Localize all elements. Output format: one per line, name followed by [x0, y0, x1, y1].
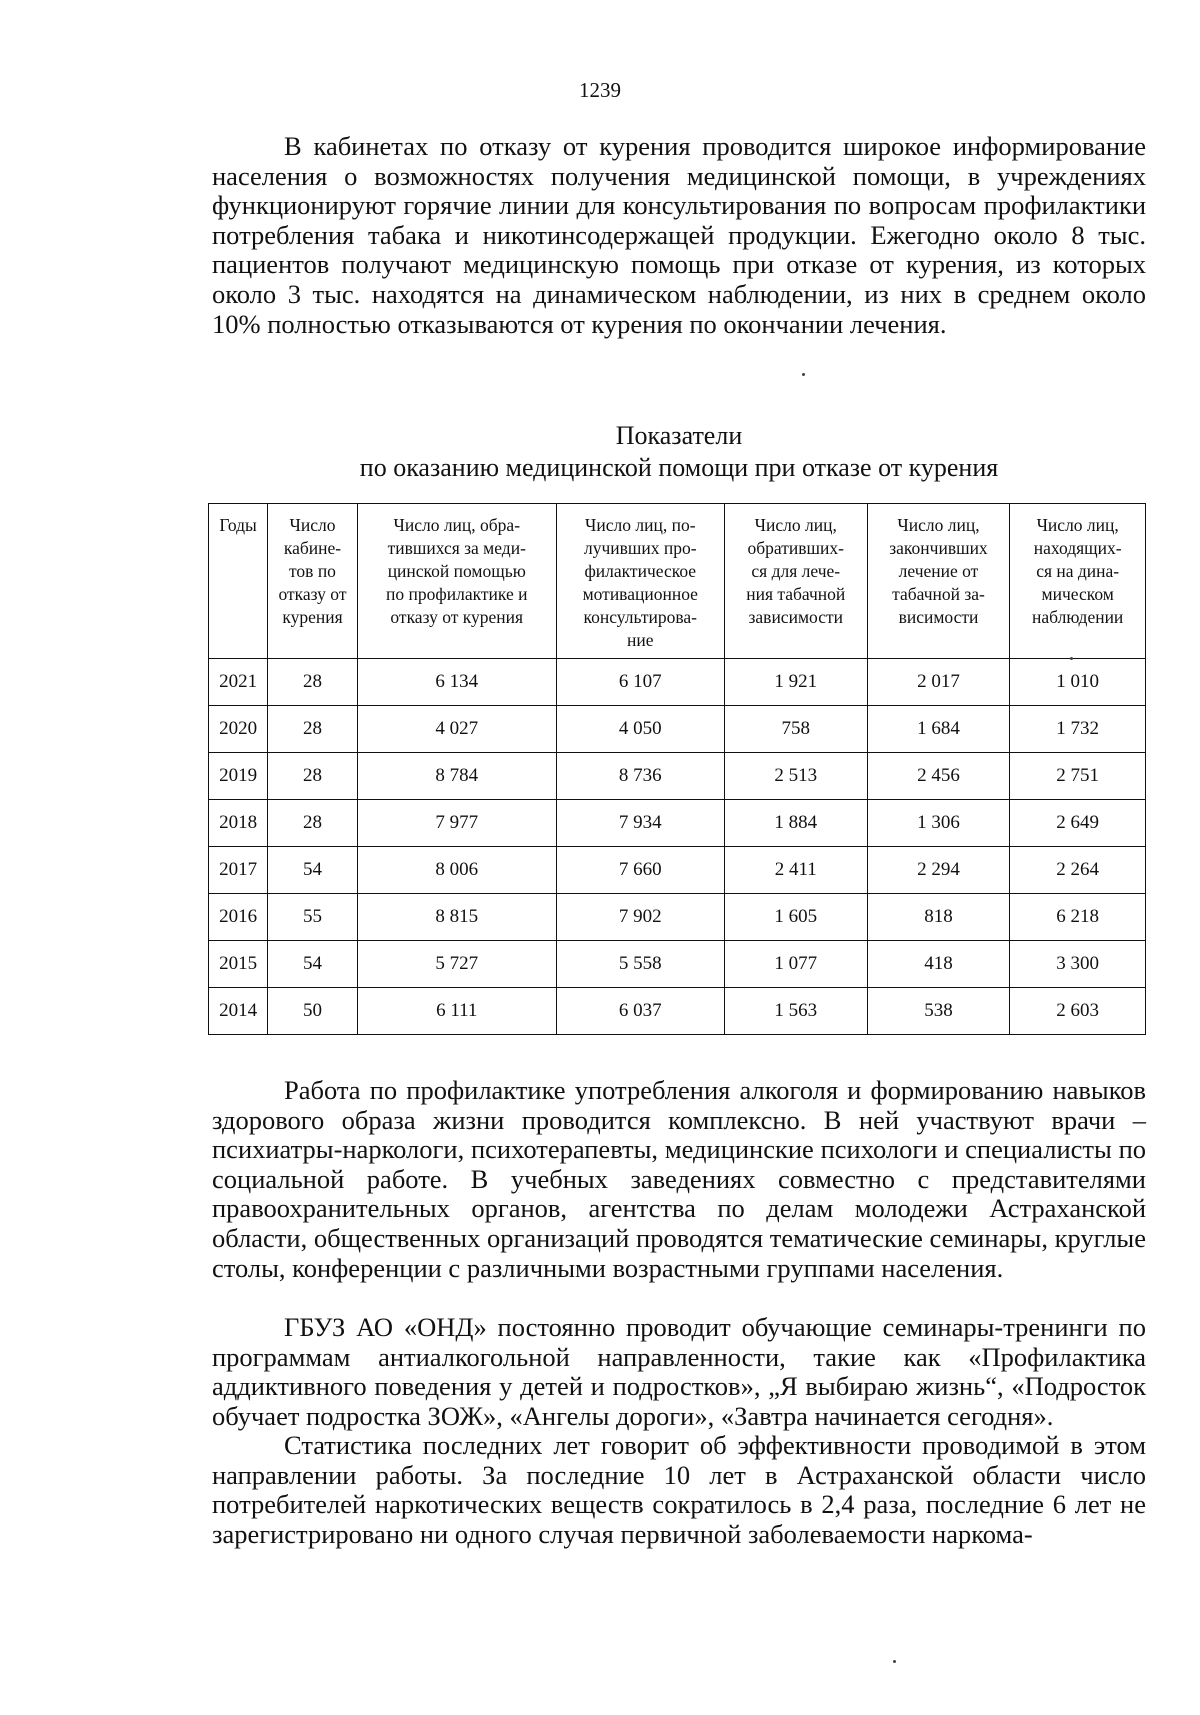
header-completed: Число лиц, закончивших лечение от табачной за- висимости: [867, 504, 1010, 659]
cell-value: 1 563: [724, 988, 867, 1035]
table-row: [209, 706, 1146, 753]
cell-value: 28: [268, 753, 358, 800]
table-title: [212, 420, 1146, 484]
table-row: [209, 894, 1146, 941]
cell-value: 2 294: [867, 847, 1010, 894]
cell-year: 2021: [209, 659, 268, 706]
header-applied: Число лиц, обра- тившихся за меди- цинской помощью по профилактике и отказу от курения: [357, 504, 556, 659]
table-row: [209, 753, 1146, 800]
paragraph-alcohol-prevention: Работа по профилактике употребления алкоголя и формированию навыков здорового образа жизни проводится комплексно. В ней участвуют врачи – психиатры-наркологи, психотерапевты, медицинские психологи и специалисты по социальной работе. В учебных заведениях совместно с представителями правоохранительных органов, агентства по делам молодежи Астраханской области, общественных организаций проводятся тематические семинары, круглые столы, конференции с различными возрастными группами населения.: [212, 1075, 1146, 1283]
header-counseled: Число лиц, по- лучивших про- филактическое мотивационное консультирова- ние: [556, 504, 724, 659]
cell-value: 3 300: [1010, 941, 1146, 988]
cell-value: 2 649: [1010, 800, 1146, 847]
cell-value: 28: [268, 659, 358, 706]
cell-value: 2 603: [1010, 988, 1146, 1035]
cell-value: 7 660: [556, 847, 724, 894]
scan-speck: [802, 373, 805, 376]
cell-value: 2 017: [867, 659, 1010, 706]
cell-value: 6 134: [357, 659, 556, 706]
cell-value: 6 218: [1010, 894, 1146, 941]
table-title-line1: Показатели: [615, 421, 743, 450]
cell-value: 818: [867, 894, 1010, 941]
cell-value: 1 605: [724, 894, 867, 941]
cell-value: 2 513: [724, 753, 867, 800]
cell-value: 54: [268, 847, 358, 894]
cell-value: 758: [724, 706, 867, 753]
table-row: [209, 800, 1146, 847]
cell-year: 2017: [209, 847, 268, 894]
table-row: [209, 988, 1146, 1035]
cell-value: 7 977: [357, 800, 556, 847]
header-years: Годы: [209, 504, 268, 659]
table-title-line2: по оказанию медицинской помощи при отказе от курения: [359, 453, 999, 482]
cell-year: 2018: [209, 800, 268, 847]
cell-value: 8 784: [357, 753, 556, 800]
header-observation: Число лиц, находящих- ся на дина- мическом наблюдении: [1010, 504, 1146, 659]
cell-value: 418: [867, 941, 1010, 988]
cell-value: 2 456: [867, 753, 1010, 800]
header-cabinets: Число кабине- тов по отказу от курения: [268, 504, 358, 659]
cell-value: 4 027: [357, 706, 556, 753]
page-number: 1239: [579, 78, 621, 102]
cell-value: 538: [867, 988, 1010, 1035]
table-row: [209, 659, 1146, 706]
cell-year: 2019: [209, 753, 268, 800]
cell-value: 6 111: [357, 988, 556, 1035]
table-row: [209, 941, 1146, 988]
cell-value: 1 732: [1010, 706, 1146, 753]
cell-value: 1 077: [724, 941, 867, 988]
cell-value: 2 751: [1010, 753, 1146, 800]
cell-value: 2 411: [724, 847, 867, 894]
cell-value: 1 010: [1010, 659, 1146, 706]
cell-value: 5 558: [556, 941, 724, 988]
cell-value: 28: [268, 706, 358, 753]
cell-year: 2016: [209, 894, 268, 941]
cell-value: 7 902: [556, 894, 724, 941]
cell-value: 8 006: [357, 847, 556, 894]
table-row: [209, 847, 1146, 894]
cell-value: 1 684: [867, 706, 1010, 753]
cell-value: 1 921: [724, 659, 867, 706]
cell-value: 4 050: [556, 706, 724, 753]
cell-value: 2 264: [1010, 847, 1146, 894]
cell-value: 8 815: [357, 894, 556, 941]
cell-value: 55: [268, 894, 358, 941]
cell-year: 2015: [209, 941, 268, 988]
cell-value: 5 727: [357, 941, 556, 988]
header-treatment: Число лиц, обративших- ся для лече- ния табачной зависимости: [724, 504, 867, 659]
cell-value: 1 306: [867, 800, 1010, 847]
cell-value: 54: [268, 941, 358, 988]
scan-speck: [1070, 657, 1073, 660]
cell-value: 50: [268, 988, 358, 1035]
scan-speck: [893, 1660, 896, 1663]
cell-value: 7 934: [556, 800, 724, 847]
cell-value: 28: [268, 800, 358, 847]
paragraph-statistics: Статистика последних лет говорит об эффективности проводимой в этом направлении работы. За последние 10 лет в Астраханской области число потребителей наркотических веществ сократилось в 2,4 раза, последние 6 лет не зарегистрировано ни одного случая первичной заболеваемости наркома-: [212, 1430, 1146, 1549]
cell-value: 1 884: [724, 800, 867, 847]
cell-value: 8 736: [556, 753, 724, 800]
paragraph-trainings: ГБУЗ АО «ОНД» постоянно проводит обучающие семинары-тренинги по программам антиалкогольной направленности, такие как «Профилактика аддиктивного поведения у детей и подростков», „Я выбираю жизнь“, «Подросток обучает подростка ЗОЖ», «Ангелы дороги», «Завтра начинается сегодня».: [212, 1312, 1146, 1431]
table-header-row: [209, 504, 1146, 659]
smoking-cessation-table: [208, 503, 1146, 1035]
cell-value: 6 037: [556, 988, 724, 1035]
cell-year: 2014: [209, 988, 268, 1035]
cell-value: 6 107: [556, 659, 724, 706]
paragraph-smoking-cessation: В кабинетах по отказу от курения проводится широкое информирование населения о возможностях получения медицинской помощи, в учреждениях функционируют горячие линии для консультирования по вопросам профилактики потребления табака и никотинсодержащей продукции. Ежегодно около 8 тыс. пациентов получают медицинскую помощь при отказе от курения, из которых около 3 тыс. находятся на динамическом наблюдении, из них в среднем около 10% полностью отказываются от курения по окончании лечения.: [212, 131, 1146, 339]
cell-year: 2020: [209, 706, 268, 753]
